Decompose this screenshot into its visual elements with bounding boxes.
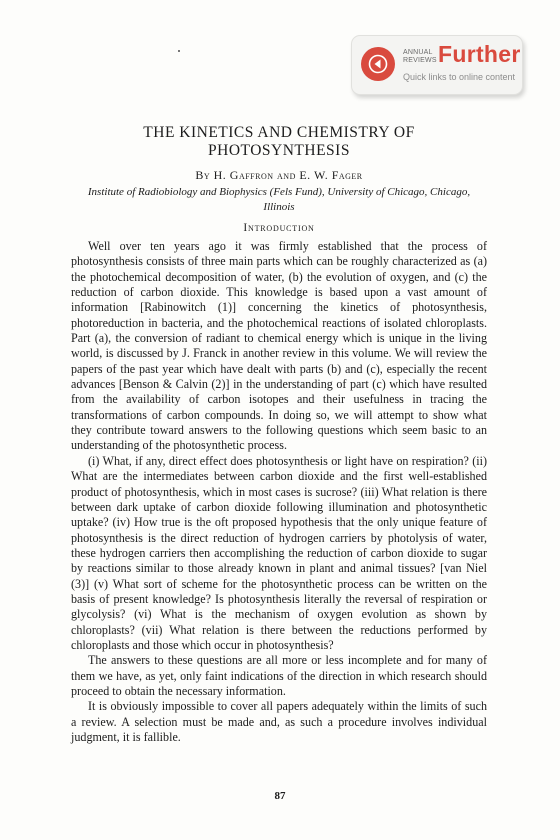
badge-tagline: Quick links to online content [403, 72, 516, 82]
scan-speck [178, 50, 180, 52]
badge-line2: REVIEWS [403, 57, 437, 64]
further-brand: Further [438, 41, 521, 67]
further-badge[interactable] [351, 35, 523, 95]
paragraph: The answers to these questions are all more or less incomplete and for many of them we have, as yet, only faint indications of the direction in which research should proceed to obtain the necessary information. [71, 653, 487, 698]
paragraph: (i) What, if any, direct effect does photosynthesis or light have on respiration? (ii) What are the intermediates between carbon dioxide and the first well-established product of photosynthesis, which in most cases is sucrose? (iii) What relation is there between dark uptake of carbon dioxide following illumination and photosynthetic uptake? (iv) How true is the oft proposed hypothesis that the only unique feature of photosynthesis is the direct reduction of hydrogen carriers by photolysis of water, these hydrogen carriers then accomplishing the reduction of carbon dioxide to sugar by reactions similar to those already known in plant and animal tissues? [van Niel (3)] (v) What sort of scheme for the photosynthetic process can be written on the basis of present knowledge? Is photosynthesis literally the reversal of respiration or glycolysis? (vi) What is the mechanism of oxygen evolution as shown by chloroplasts? (vii) What relation is there between the reductions performed by chloroplasts and those which occur in photosynthesis? [71, 453, 487, 652]
badge-line1: ANNUAL [403, 49, 433, 56]
page-number: 87 [274, 790, 286, 802]
author-affiliation: Institute of Radiobiology and Biophysics (Fels Fund), University of Chicago, Chicago, Illinois [87, 186, 471, 213]
paragraph: Well over ten years ago it was firmly established that the process of photosynthesis consists of three main parts which can be roughly characterized as (a) the photochemical decomposition of water, (b) the evolution of oxygen, and (c) the reduction of carbon dioxide. This knowledge is based upon a vast amount of information [Rabinowitch (1)] concerning the kinetics of photosynthesis, photoreduction in bacteria, and the photochemical reactions of isolated chloroplasts. Part (a), the conversion of radiant to chemical energy which is unique in the living world, is discussed by J. Franck in another review in this volume. We will review the papers of the past year which have dealt with parts (b) and (c), especially the recent advances [Benson & Calvin (2)] in the understanding of part (c) which have resulted from the availability of carbon isotopes and their usefulness in tracing the transformations of carbon compounds. In doing so, we will attempt to show what they contribute toward answers to the following questions which seem basic to an understanding of the photosynthetic process. [71, 239, 487, 453]
article-body-container [71, 124, 487, 745]
play-arrow-icon [361, 47, 395, 81]
section-heading: Introduction [243, 222, 315, 234]
article-authors: By H. Gaffron and E. W. Fager [195, 168, 363, 182]
article-title: THE KINETICS AND CHEMISTRY OF PHOTOSYNTHESIS [143, 124, 415, 159]
paragraph: It is obviously impossible to cover all papers adequately within the limits of such a review. A selection must be made and, as such a procedure involves individual judgment, it is fallible. [71, 699, 487, 744]
annual-reviews-logo-text [403, 49, 437, 65]
article-text [71, 239, 487, 745]
